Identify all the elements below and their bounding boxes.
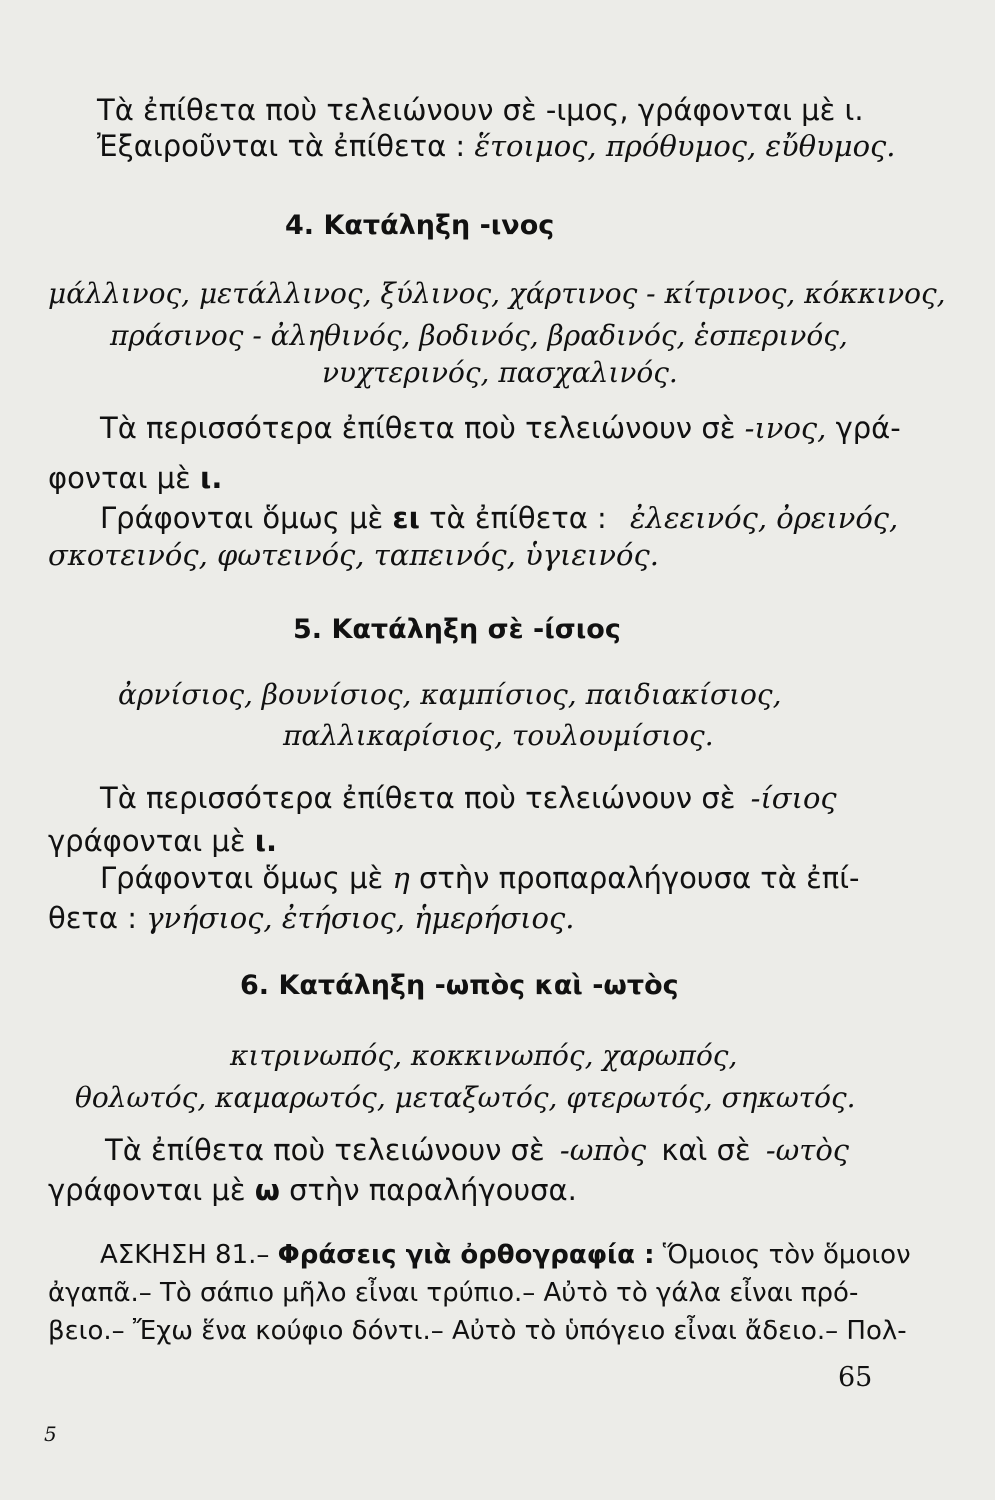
rule-ines-line1	[100, 410, 901, 446]
exception-imos	[97, 128, 896, 164]
heading-section-4: 4. Κατάληξη -ινος	[285, 210, 555, 241]
exception-isios-line2	[48, 900, 574, 936]
rule-isios-line2	[48, 823, 277, 859]
exception-ines-letters: ει	[392, 501, 420, 535]
exercise-title: Φράσεις γιὰ ὀρθογραφία :	[277, 1240, 655, 1270]
exercise-line2: ἀγαπᾶ.– Τὸ σάπιο μῆλο εἶναι τρύπιο.– Αὐτὸ τὸ γάλα εἶναι πρό-	[48, 1278, 859, 1308]
exercise-line1	[100, 1237, 911, 1273]
exception-isios-words: γνήσιος, ἐτήσιος, ἡμερήσιος.	[146, 901, 575, 935]
examples-isios-1: ἀρνίσιος, βουνίσιος, καμπίσιος, παιδιακίσιος,	[118, 678, 782, 711]
examples-ines-1: μάλλινος, μετάλλινος, ξύλινος, χάρτινος - κίτρινος, κόκκινος,	[48, 277, 946, 310]
rule-isios-text-2: γράφονται μὲ	[48, 824, 246, 858]
exception-ines-text-2: τὰ ἐπίθετα :	[429, 501, 607, 535]
heading-section-5: 5. Κατάληξη σὲ -ίσιος	[293, 614, 621, 645]
exception-isios-line1	[100, 860, 860, 896]
rule-isios-suffix: -ίσιος	[750, 781, 837, 815]
rule-ines-suffix: -ινος,	[744, 411, 827, 445]
examples-ines-2: πράσινος - ἀληθινός, βοδινός, βραδινός, ἑσπερινός,	[110, 319, 848, 352]
heading-section-6: 6. Κατάληξη -ωπὸς καὶ -ωτὸς	[240, 970, 679, 1001]
rule-ines-letter: ι.	[200, 461, 223, 495]
rule-isios-line1	[100, 780, 837, 816]
page-number: 65	[838, 1362, 873, 1393]
rule-opos-text-3: στὴν παραλήγουσα.	[289, 1173, 577, 1207]
rule-ines-line2	[48, 460, 222, 496]
examples-isios-2: παλλικαρίσιος, τουλουμίσιος.	[283, 719, 714, 752]
exception-isios-text: Γράφονται ὅμως μὲ	[100, 861, 384, 895]
exercise-line3: βειο.– Ἔχω ἕνα κούφιο δόντι.– Αὐτὸ τὸ ὑπόγειο εἶναι ἄδειο.– Πολ-	[48, 1316, 907, 1346]
examples-otos-2: θολωτός, καμαρωτός, μεταξωτός, φτερωτός, σηκωτός.	[75, 1081, 856, 1114]
exception-ines-words-1: ἐλεεινός, ὀρεινός,	[630, 501, 899, 535]
exception-words: ἕτοιμος, πρόθυμος, εὔθυμος.	[474, 129, 896, 163]
rule-isios-letter: ι.	[254, 824, 278, 858]
signature-mark: 5	[44, 1422, 57, 1446]
exception-isios-label: θετα :	[48, 901, 137, 935]
exception-isios-text-2: στὴν προπαραλήγουσα τὰ ἐπί-	[419, 861, 860, 895]
examples-ines-3: νυχτερινός, πασχαλινός.	[322, 356, 678, 389]
exercise-label: ΑΣΚΗΣΗ 81.–	[100, 1240, 270, 1270]
rule-opos-text-2: γράφονται μὲ	[48, 1173, 246, 1207]
exception-isios-letter: η	[392, 861, 410, 895]
rule-opos-line1	[105, 1132, 849, 1168]
exception-label: Ἐξαιροῦνται τὰ ἐπίθετα :	[97, 129, 466, 163]
rule-ines-end: γρά-	[835, 411, 901, 445]
exception-ines-words-2: σκοτεινός, φωτεινός, ταπεινός, ὑγιεινός.	[48, 538, 659, 572]
examples-opos-1: κιτρινωπός, κοκκινωπός, χαρωπός,	[230, 1039, 738, 1072]
rule-opos-suffix: -ωπὸς	[559, 1133, 647, 1167]
rule-opos-letter: ω	[254, 1173, 280, 1207]
exercise-line1-end: Ὅμοιος τὸν ὅμοιον	[662, 1240, 911, 1270]
rule-otos-suffix: -ωτὸς	[765, 1133, 850, 1167]
rule-opos-line2	[48, 1172, 577, 1208]
rule-opos-mid: καὶ σὲ	[661, 1133, 751, 1167]
exception-ines-line1	[100, 500, 898, 536]
rule-ines-text-2: φονται μὲ	[48, 461, 191, 495]
rule-ines-text: Τὰ περισσότερα ἐπίθετα ποὺ τελειώνουν σὲ	[100, 411, 736, 445]
exception-ines-text: Γράφονται ὅμως μὲ	[100, 501, 384, 535]
rule-imos: Τὰ ἐπίθετα ποὺ τελειώνουν σὲ -ιμος, γράφονται μὲ ι.	[97, 93, 864, 127]
rule-isios-text: Τὰ περισσότερα ἐπίθετα ποὺ τελειώνουν σὲ	[100, 781, 736, 815]
rule-opos-text: Τὰ ἐπίθετα ποὺ τελειώνουν σὲ	[105, 1133, 545, 1167]
